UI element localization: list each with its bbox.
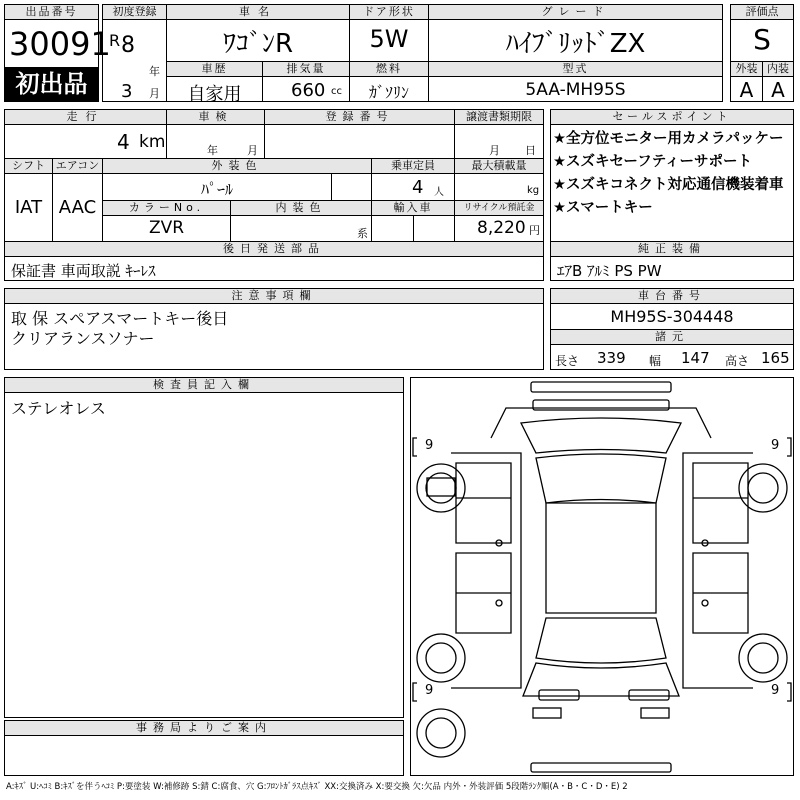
width-label: 幅 [649, 354, 662, 368]
notes-box [4, 288, 544, 370]
inspector-text: ステレオレス [11, 399, 106, 418]
lot-box [4, 4, 111, 102]
later-parts-header: 後日発送部品 [5, 242, 543, 257]
tire-tread-rear-left: 9 [425, 683, 434, 698]
mileage-value: 4 [117, 130, 130, 154]
equipment-header: 純正装備 [551, 242, 793, 257]
transfer-header: 譲渡書類期限 [455, 110, 543, 125]
sales-points-box [550, 109, 794, 242]
recycle-header: リサイクル預託金 [455, 201, 543, 216]
notes-header: 注意事項欄 [5, 289, 543, 304]
exterior-grade-value: A [739, 78, 754, 102]
lot-number: 30091 [9, 25, 111, 63]
exterior-grade-header: 外装 [731, 62, 762, 77]
sales-points-header: セールスポイント [551, 110, 793, 125]
history-box [166, 61, 263, 105]
equipment-box [550, 241, 794, 281]
model-box [428, 61, 723, 102]
registration-header: 初度登録 [103, 5, 166, 20]
tire-tread-front-right: 9 [771, 438, 780, 453]
transfer-month-unit: 月 [489, 144, 500, 157]
grade-value: ﾊｲﾌﾞﾘｯﾄﾞZX [505, 29, 646, 59]
aircon-header: エアコン [53, 159, 102, 174]
exterior-color-value: ﾊﾟｰﾙ [200, 180, 233, 199]
score-box [730, 4, 794, 62]
fuel-value: ｶﾞｿﾘﾝ [368, 83, 409, 102]
interior-grade-value: A [771, 78, 785, 102]
chassis-value: MH95S-304448 [610, 307, 734, 326]
height-value: 165 [761, 349, 790, 367]
model-value: 5AA-MH95S [525, 80, 626, 100]
grade-box [428, 4, 723, 62]
inspection-box [166, 109, 265, 159]
shift-box [4, 158, 53, 242]
history-value: 自家用 [187, 84, 242, 105]
office-header: 事務局よりご案内 [5, 721, 403, 736]
chassis-box [550, 288, 794, 330]
shift-value: IAT [14, 197, 43, 218]
later-parts-box [4, 241, 544, 281]
chassis-header: 車台番号 [551, 289, 793, 304]
sales-points-list [553, 128, 784, 220]
transfer-box [454, 109, 544, 159]
grade-header: グレード [429, 5, 722, 20]
interior-grade-header: 内装 [763, 62, 793, 77]
first-listing-badge: 初出品 [5, 67, 98, 101]
recycle-unit: 円 [529, 224, 540, 237]
interior-color-unit: 系 [357, 227, 368, 240]
office-box [4, 720, 404, 776]
car-name-value: ﾜｺﾞﾝR [222, 29, 294, 59]
color-no-value: ZVR [148, 218, 185, 238]
exterior-grade-box [730, 61, 763, 102]
later-parts-value: 保証書 車両取説 ｷｰﾚｽ [11, 262, 156, 280]
model-header: 型式 [429, 62, 722, 77]
width-value: 147 [681, 349, 710, 367]
mileage-box [4, 109, 167, 159]
color-no-box [102, 200, 231, 242]
specs-header: 諸元 [551, 330, 793, 345]
interior-grade-box [762, 61, 794, 102]
sales-point-item: ★全方位モニター用カメラパッケー [553, 131, 784, 147]
mileage-unit: km [139, 132, 166, 152]
sales-point-item: ★スズキセーフティーサポート [553, 154, 753, 170]
recycle-value: 8,220 [477, 218, 526, 238]
transfer-day-unit: 日 [525, 144, 536, 157]
max-load-box [454, 158, 544, 201]
length-value: 339 [597, 349, 626, 367]
capacity-unit: 人 [434, 187, 444, 198]
color-no-header: カラーNo. [103, 201, 230, 216]
inspector-box [4, 377, 404, 718]
door-value: 5W [369, 25, 409, 53]
mileage-header: 走行 [5, 110, 166, 125]
registration-year: 8 [121, 33, 135, 58]
length-label: 長さ [555, 354, 580, 368]
inspection-year-unit: 年 [207, 144, 218, 157]
exterior-color-box [102, 158, 372, 201]
max-load-unit: kg [527, 185, 540, 196]
notes-lines [11, 309, 228, 349]
inspection-header: 車検 [167, 110, 264, 125]
score-value: S [753, 23, 771, 56]
aircon-value: AAC [58, 197, 97, 218]
car-name-box [166, 4, 350, 62]
specs-box [550, 329, 794, 370]
shift-header: シフト [5, 159, 52, 174]
sales-point-item: ★スマートキー [553, 200, 653, 216]
sales-point-item: ★スズキコネクト対応通信機装着車 [553, 177, 784, 193]
registration-year-unit: 年 [149, 65, 160, 78]
aircon-box [52, 158, 103, 242]
import-box [371, 200, 455, 242]
car-name-header: 車名 [167, 5, 349, 20]
recycle-box [454, 200, 544, 242]
door-box [349, 4, 429, 62]
displacement-value: 660 [291, 80, 326, 101]
score-header: 評価点 [731, 5, 793, 20]
registration-month-unit: 月 [149, 87, 160, 100]
fuel-header: 燃料 [350, 62, 428, 77]
fuel-box [349, 61, 429, 102]
registration-era: R [109, 31, 121, 50]
exterior-color-header: 外装色 [103, 159, 371, 174]
lot-header: 出品番号 [5, 5, 98, 20]
displacement-box [262, 61, 350, 102]
capacity-header: 乗車定員 [372, 159, 454, 174]
inspector-header: 検査員記入欄 [5, 378, 403, 393]
interior-color-header: 内装色 [231, 201, 371, 216]
notes-line: 取 保 スペアスマートキー後日 [11, 309, 229, 328]
import-header: 輸入車 [372, 201, 454, 216]
displacement-unit: cc [331, 86, 342, 97]
capacity-box [371, 158, 455, 201]
tire-tread-front-left: 9 [425, 438, 434, 453]
equipment-value: ｴｱB ｱﾙﾐ PS PW [557, 262, 662, 280]
capacity-value: 4 [412, 177, 424, 198]
notes-line: クリアランスソナー [11, 329, 155, 348]
max-load-header: 最大積載量 [455, 159, 543, 174]
displacement-header: 排気量 [263, 62, 349, 77]
door-header: ドア形状 [350, 5, 428, 20]
car-diagram [410, 377, 794, 776]
tire-tread-rear-right: 9 [771, 683, 780, 698]
history-header: 車歴 [167, 62, 262, 77]
inspection-month-unit: 月 [247, 144, 258, 157]
plate-header: 登録番号 [265, 110, 454, 125]
height-label: 高さ [725, 354, 750, 368]
interior-color-box [230, 200, 372, 242]
plate-box [264, 109, 455, 159]
registration-box [102, 4, 167, 102]
car-outline-diagram [411, 378, 793, 775]
damage-legend: A:ｷｽﾞ U:ﾍｺﾐ B:ｷｽﾞを伴うﾍｺﾐ P:要塗装 W:補修跡 S:錆 C:腐食、穴 G:ﾌﾛﾝﾄｶﾞﾗｽ点ｷｽﾞ XX:交換済み X:要交換 欠:欠品 内外・外装評価 5段階ﾗﾝｸ順(A・B・C・D・E) 2 [6, 782, 628, 792]
registration-month: 3 [121, 81, 133, 102]
